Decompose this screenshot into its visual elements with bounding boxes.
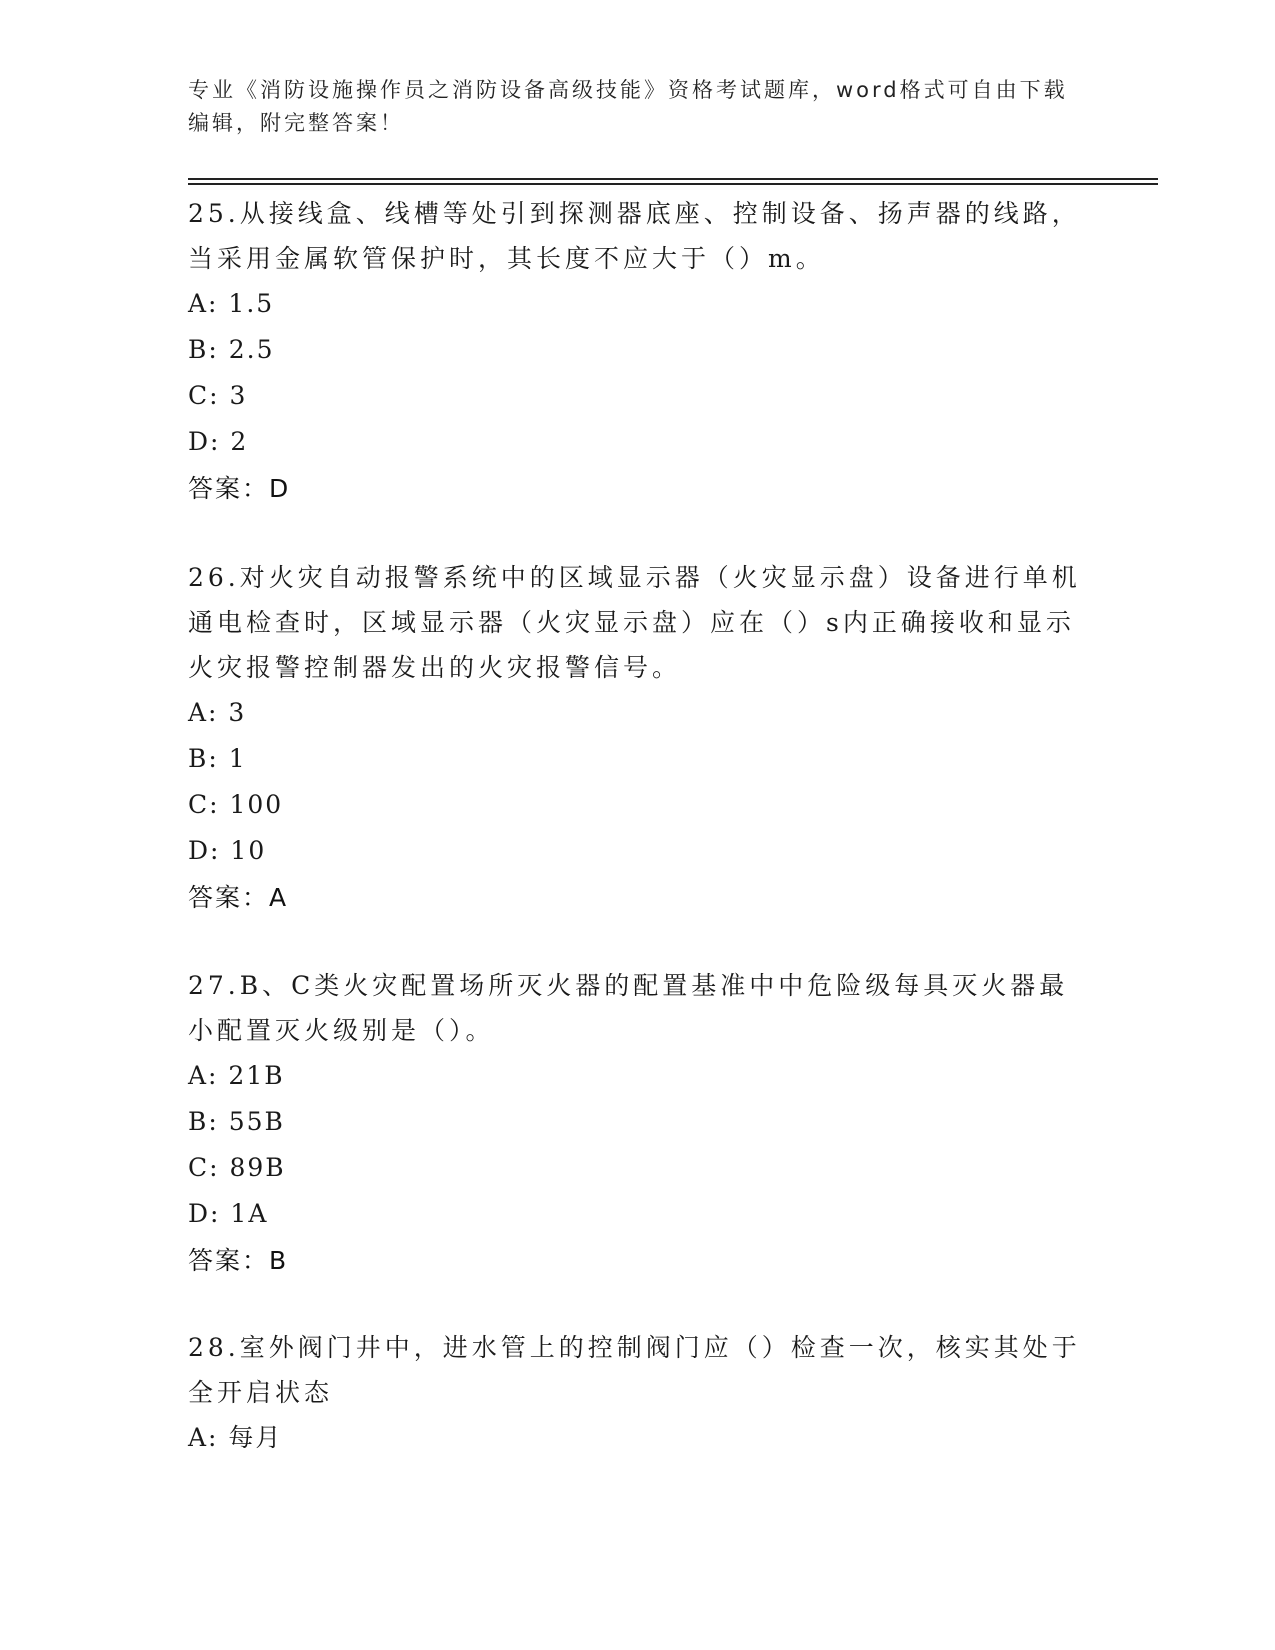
option-a: A: 1.5: [188, 289, 275, 318]
question-stem: 26.对火灾自动报警系统中的区域显示器（火灾显示盘）设备进行单机通电检查时，区域显示器（火灾显示盘）应在（）s内正确接收和显示火灾报警控制器发出的火灾报警信号。: [188, 563, 1081, 682]
option-d: D: 2: [188, 427, 249, 456]
question-stem: 28.室外阀门井中，进水管上的控制阀门应（）检查一次，核实其处于全开启状态: [188, 1333, 1081, 1407]
header-divider-bottom: [188, 183, 1158, 185]
option-b: B: 55B: [188, 1107, 285, 1136]
document-header: 专业《消防设施操作员之消防设备高级技能》资格考试题库，word格式可自由下载编辑，附完整答案！: [188, 78, 1068, 135]
option-a: A: 3: [188, 698, 247, 727]
option-a: A: 每月: [188, 1423, 283, 1452]
answer-label: 答案：A: [188, 883, 289, 912]
option-b: B: 2.5: [188, 335, 275, 364]
header-divider-top: [188, 178, 1158, 180]
question-25: [188, 191, 1088, 511]
question-28: [188, 1325, 1088, 1461]
question-stem: 27.B、C类火灾配置场所灭火器的配置基准中中危险级每具灭火器最小配置灭火级别是（）。: [188, 971, 1069, 1045]
option-d: D: 1A: [188, 1199, 269, 1228]
option-a: A: 21B: [188, 1061, 285, 1090]
option-d: D: 10: [188, 836, 267, 865]
option-c: C: 3: [188, 381, 248, 410]
answer-label: 答案：D: [188, 474, 291, 503]
question-26: [188, 555, 1088, 920]
answer-label: 答案：B: [188, 1246, 289, 1275]
question-27: [188, 963, 1088, 1283]
option-b: B: 1: [188, 744, 247, 773]
option-c: C: 100: [188, 790, 284, 819]
question-stem: 25.从接线盒、线槽等处引到探测器底座、控制设备、扬声器的线路，当采用金属软管保护时，其长度不应大于（）m。: [188, 199, 1081, 273]
option-c: C: 89B: [188, 1153, 286, 1182]
